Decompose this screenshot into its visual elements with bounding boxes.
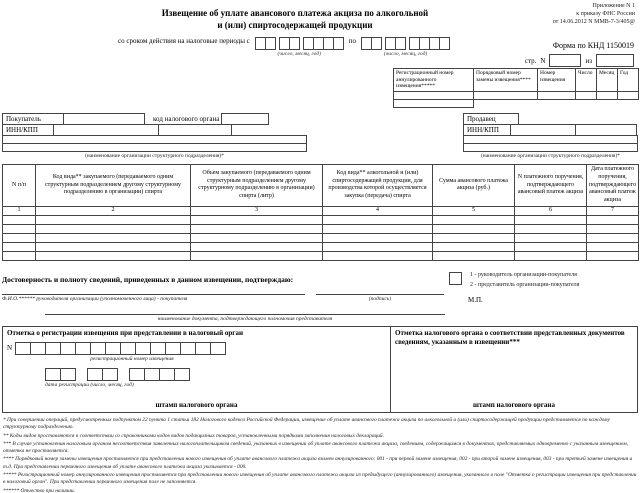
reg-col-header: Год: [618, 69, 639, 92]
page-total-field[interactable]: [596, 54, 634, 67]
input-cell[interactable]: [333, 37, 344, 50]
seller-kpp-field[interactable]: [575, 124, 637, 136]
input-cell[interactable]: [105, 342, 121, 355]
appendix-line: от 14.06.2012 N ММВ-7-3/405@: [552, 18, 635, 25]
reg-number-caption: регистрационный номер извещения: [90, 355, 174, 362]
table-col-header: Дата платежного поручения, подтверждающего авансовый платеж акциза: [587, 165, 639, 207]
page-number-row: [525, 54, 634, 67]
input-cell[interactable]: [289, 37, 300, 50]
advance-payment-table: [2, 164, 639, 261]
table-empty-cell[interactable]: [36, 215, 191, 224]
footnote: * При совершении операций, предусмотренных подпунктом 22 пункта 1 статьи 182 Налогового кодекса Российской Федерации, извещение об уплате авансового платежа акциза по алкогольной и (или) спиртосодержащей продукции представляется по каждому структурному подразделению.: [3, 417, 611, 431]
input-cell[interactable]: [265, 37, 276, 50]
reg-value-field[interactable]: [474, 91, 538, 99]
table-empty-row: [3, 224, 639, 233]
table-empty-row: [3, 215, 639, 224]
table-empty-cell[interactable]: [3, 242, 36, 251]
title-line-2: и (или) спиртосодержащей продукции: [217, 20, 373, 31]
page-n-label: N: [540, 56, 546, 65]
input-cell[interactable]: [165, 342, 181, 355]
col-number: 2: [36, 206, 191, 215]
table-empty-cell[interactable]: [587, 251, 639, 260]
table-empty-cell[interactable]: [515, 242, 587, 251]
reg-col-header: Число: [576, 69, 597, 92]
reg-value-field[interactable]: [597, 91, 618, 99]
confirmation-option-2: 2 - представитель организации-покупателя: [470, 281, 580, 288]
buyer-org-name-field[interactable]: [2, 143, 307, 152]
footnote: **** Порядковый номер замены извещения проставляется при представлении нового извещения об уплате авансового платежа акциза взамен аннулированного: 001 - при первой замене извещения, 002 - при второй замене извещения, 003 - при третьей замене извещения и т.д. При представлении первичного извещения об уплате авансового платежа акциза указывается - 000.: [3, 456, 633, 470]
table-empty-cell[interactable]: [433, 233, 515, 242]
confirmation-statement: Достоверность и полноту сведений, приведенных в данном извещении, подтверждаю:: [2, 275, 294, 284]
table-empty-cell[interactable]: [3, 224, 36, 233]
reg-col-header: Регистрационный номер аннулированного извещения*****: [394, 69, 474, 92]
input-cell[interactable]: [45, 368, 61, 381]
tax-authority-marks-section: [2, 326, 638, 413]
stamp-area-label: штамп налогового органа: [473, 401, 555, 409]
stamp-area-label: штамп налогового органа: [155, 401, 238, 409]
input-cell[interactable]: [180, 342, 196, 355]
input-cell[interactable]: [129, 368, 145, 381]
input-cell[interactable]: [60, 342, 76, 355]
table-empty-cell[interactable]: [433, 242, 515, 251]
reg-value-field[interactable]: [394, 91, 474, 99]
footnote: *** В случае установления налоговым органом несоответствия заявленных налогоплательщиком сведений, указанных в извещении об уплате авансового платежа акциза, сведениям, содержащимся в документах, представляемых одновременно с указанным извещением, отметка не проставляется.: [3, 440, 629, 455]
input-cell[interactable]: [395, 37, 406, 50]
buyer-label: Покупатель: [2, 113, 64, 125]
year-cells: [129, 368, 190, 381]
input-cell[interactable]: [174, 368, 190, 381]
seller-inn-kpp-label: ИНН/КПП: [463, 124, 511, 136]
col-number: 5: [433, 206, 515, 215]
buyer-inn-kpp-label: ИНН/КПП: [2, 124, 54, 136]
validity-from-date: [255, 37, 344, 57]
footnote: ***** Регистрационный номер аннулированного извещения проставляется при представлении нового извещения об уплате авансового платежа акциза из предыдущего (аннулированного) извещения, указанного в поле "Отметка о регистрации извещения при представлении в налоговый орган". При представлении первичного извещения поле не заполняется.: [3, 472, 637, 486]
input-cell[interactable]: [439, 37, 450, 50]
input-cell[interactable]: [159, 368, 175, 381]
table-col-header: Код вида** алкогольной и (или) спиртосодержащей продукции, для производства которой осуществляется закупка (передача) спирта: [323, 165, 433, 207]
registration-mark-title: Отметка о регистрации извещения при представлении в налоговый орган: [7, 329, 243, 337]
date-caption: (число, месяц, год): [277, 51, 321, 57]
table-empty-rows: [3, 215, 639, 260]
input-cell[interactable]: [144, 368, 160, 381]
reg-col-header: Номер извещения: [538, 69, 576, 92]
footnote: ** Коды видов проставляются в соответствии со справочниками кодов видов подакцизных товаров, установленными порядками заполнения налоговых деклараций.: [3, 432, 384, 439]
table-empty-cell[interactable]: [587, 215, 639, 224]
table-empty-cell[interactable]: [433, 251, 515, 260]
input-cell[interactable]: [150, 342, 166, 355]
month-cells: [279, 37, 300, 50]
validity-prefix-label: со сроком действия на налоговые периоды с: [118, 37, 250, 45]
table-empty-cell[interactable]: [515, 233, 587, 242]
appendix-line: Приложение N 1: [592, 3, 635, 9]
year-cells: [303, 37, 344, 50]
reg-col-header: Месяц: [597, 69, 618, 92]
table-empty-cell[interactable]: [3, 215, 36, 224]
table-empty-cell[interactable]: [191, 224, 323, 233]
col-number: 1: [3, 206, 36, 215]
validity-to-label: по: [348, 37, 356, 45]
table-empty-cell[interactable]: [587, 233, 639, 242]
input-cell[interactable]: [120, 342, 136, 355]
seller-org-name-field[interactable]: [463, 143, 638, 152]
input-cell[interactable]: [195, 342, 211, 355]
table-empty-cell[interactable]: [323, 215, 433, 224]
reg-col-header: Порядковый номер замены извещения****: [474, 69, 538, 92]
confirmation-option-1: 1 - руководитель организации-покупателя: [470, 272, 577, 278]
validity-period-row: [118, 37, 450, 57]
input-cell[interactable]: [87, 368, 103, 381]
month-cells: [385, 37, 406, 50]
form-code-label: Форма по КНД 1150019: [552, 41, 634, 50]
table-empty-cell[interactable]: [587, 224, 639, 233]
appendix-line: к приказу ФНС России: [576, 10, 635, 17]
month-cells: [87, 368, 118, 381]
registration-date-cells: [45, 368, 386, 381]
table-empty-cell[interactable]: [433, 215, 515, 224]
col-number: 3: [191, 206, 323, 215]
year-cells: [409, 37, 450, 50]
day-cells: [255, 37, 276, 50]
table-empty-cell[interactable]: [323, 233, 433, 242]
input-cell[interactable]: [90, 342, 106, 355]
table-col-header: Объем закупаемого (передаваемого одним структурным подразделением другому структурному подразделению в организации) спирта (литр): [191, 165, 323, 207]
conformity-mark-panel: [391, 327, 637, 412]
input-cell[interactable]: [135, 342, 151, 355]
table-empty-cell[interactable]: [3, 233, 36, 242]
input-cell[interactable]: [210, 342, 226, 355]
reg-date-caption: дата регистрации (число, месяц, год): [45, 381, 134, 388]
table-empty-cell[interactable]: [515, 251, 587, 260]
page-number-field[interactable]: [549, 54, 581, 67]
table-empty-cell[interactable]: [433, 224, 515, 233]
registration-mark-panel: [3, 327, 391, 412]
table-empty-cell[interactable]: [3, 251, 36, 260]
seller-label: Продавец: [463, 113, 519, 125]
input-cell[interactable]: [60, 368, 76, 381]
table-empty-cell[interactable]: [191, 251, 323, 260]
reg-value-field[interactable]: [538, 91, 576, 99]
reg-value-field[interactable]: [394, 99, 474, 107]
table-empty-cell[interactable]: [36, 251, 191, 260]
registration-header-table: [393, 68, 639, 108]
appendix-note: [553, 3, 635, 26]
footnote: ****** Отчество при наличии.: [3, 487, 75, 493]
table-empty-cell[interactable]: [323, 242, 433, 251]
title-line-1: Извещение об уплате авансового платежа акциза по алкогольной: [161, 8, 429, 18]
table-empty-cell[interactable]: [587, 242, 639, 251]
table-empty-row: [3, 242, 639, 251]
table-empty-cell[interactable]: [191, 215, 323, 224]
seller-block: [463, 113, 638, 159]
table-col-header: Сумма авансового платежа акциза (руб.): [433, 165, 515, 207]
table-empty-cell[interactable]: [36, 242, 191, 251]
buyer-kpp-field[interactable]: [158, 124, 232, 136]
confirmation-options: [470, 271, 579, 290]
table-empty-cell[interactable]: [515, 224, 587, 233]
page-title: [80, 7, 510, 31]
table-empty-cell[interactable]: [323, 251, 433, 260]
spacer: [474, 99, 639, 107]
table-empty-cell[interactable]: [191, 233, 323, 242]
buyer-block: [2, 113, 307, 159]
day-cells: [45, 368, 76, 381]
page-of-label: из: [585, 56, 592, 65]
input-cell[interactable]: [371, 37, 382, 50]
footnotes: [3, 417, 637, 493]
stamp-abbr-label: М.П.: [468, 296, 483, 304]
tax-authority-code-label: код налогового органа: [153, 115, 220, 123]
confirmation-code-field[interactable]: [449, 272, 462, 285]
table-empty-cell[interactable]: [191, 242, 323, 251]
table-empty-cell[interactable]: [323, 224, 433, 233]
authority-document-line[interactable]: наименование документа, подтверждающего полномочия представителя: [45, 314, 445, 322]
input-cell[interactable]: [102, 368, 118, 381]
reg-value-field[interactable]: [618, 91, 639, 99]
seller-inn-field[interactable]: [510, 124, 576, 136]
date-caption: (число, месяц, год): [383, 51, 428, 57]
input-cell[interactable]: [15, 342, 31, 355]
col-number: 4: [323, 206, 433, 215]
table-empty-cell[interactable]: [36, 233, 191, 242]
buyer-caption: (наименование организации структурного подразделения)*: [84, 153, 225, 159]
day-cells: [361, 37, 382, 50]
reg-number-prefix: N: [7, 344, 13, 353]
conformity-mark-title: Отметка налогового органа о соответствии представленных документов сведениям, указанным в извещении***: [395, 329, 625, 346]
registration-number-cells: [15, 342, 226, 355]
table-empty-row: [3, 233, 639, 242]
page-label: стр.: [524, 56, 537, 65]
seller-caption: (наименование организации структурного подразделения)*: [480, 153, 621, 159]
table-empty-cell[interactable]: [515, 215, 587, 224]
table-col-header: N п/п: [3, 165, 36, 207]
signature-line[interactable]: (подпись): [316, 294, 444, 302]
table-empty-cell[interactable]: [36, 224, 191, 233]
buyer-inn-field[interactable]: [53, 124, 159, 136]
validity-to-date: [361, 37, 450, 57]
col-number: 6: [515, 206, 587, 215]
input-cell[interactable]: [75, 342, 91, 355]
fio-signature-line[interactable]: Ф.И.О.****** руководителя организации (уполномоченного лица) - покупателя: [2, 294, 305, 302]
input-cell[interactable]: [45, 342, 61, 355]
reg-value-field[interactable]: [576, 91, 597, 99]
table-empty-row: [3, 251, 639, 260]
table-col-header: N платежного поручения, подтверждающего авансовый платеж акциза: [515, 165, 587, 207]
col-number: 7: [587, 206, 639, 215]
input-cell[interactable]: [30, 342, 46, 355]
table-col-header: Код вида** закупаемого (передаваемого одним структурным подразделением другому структурному подразделению в организации) спирта: [36, 165, 191, 207]
